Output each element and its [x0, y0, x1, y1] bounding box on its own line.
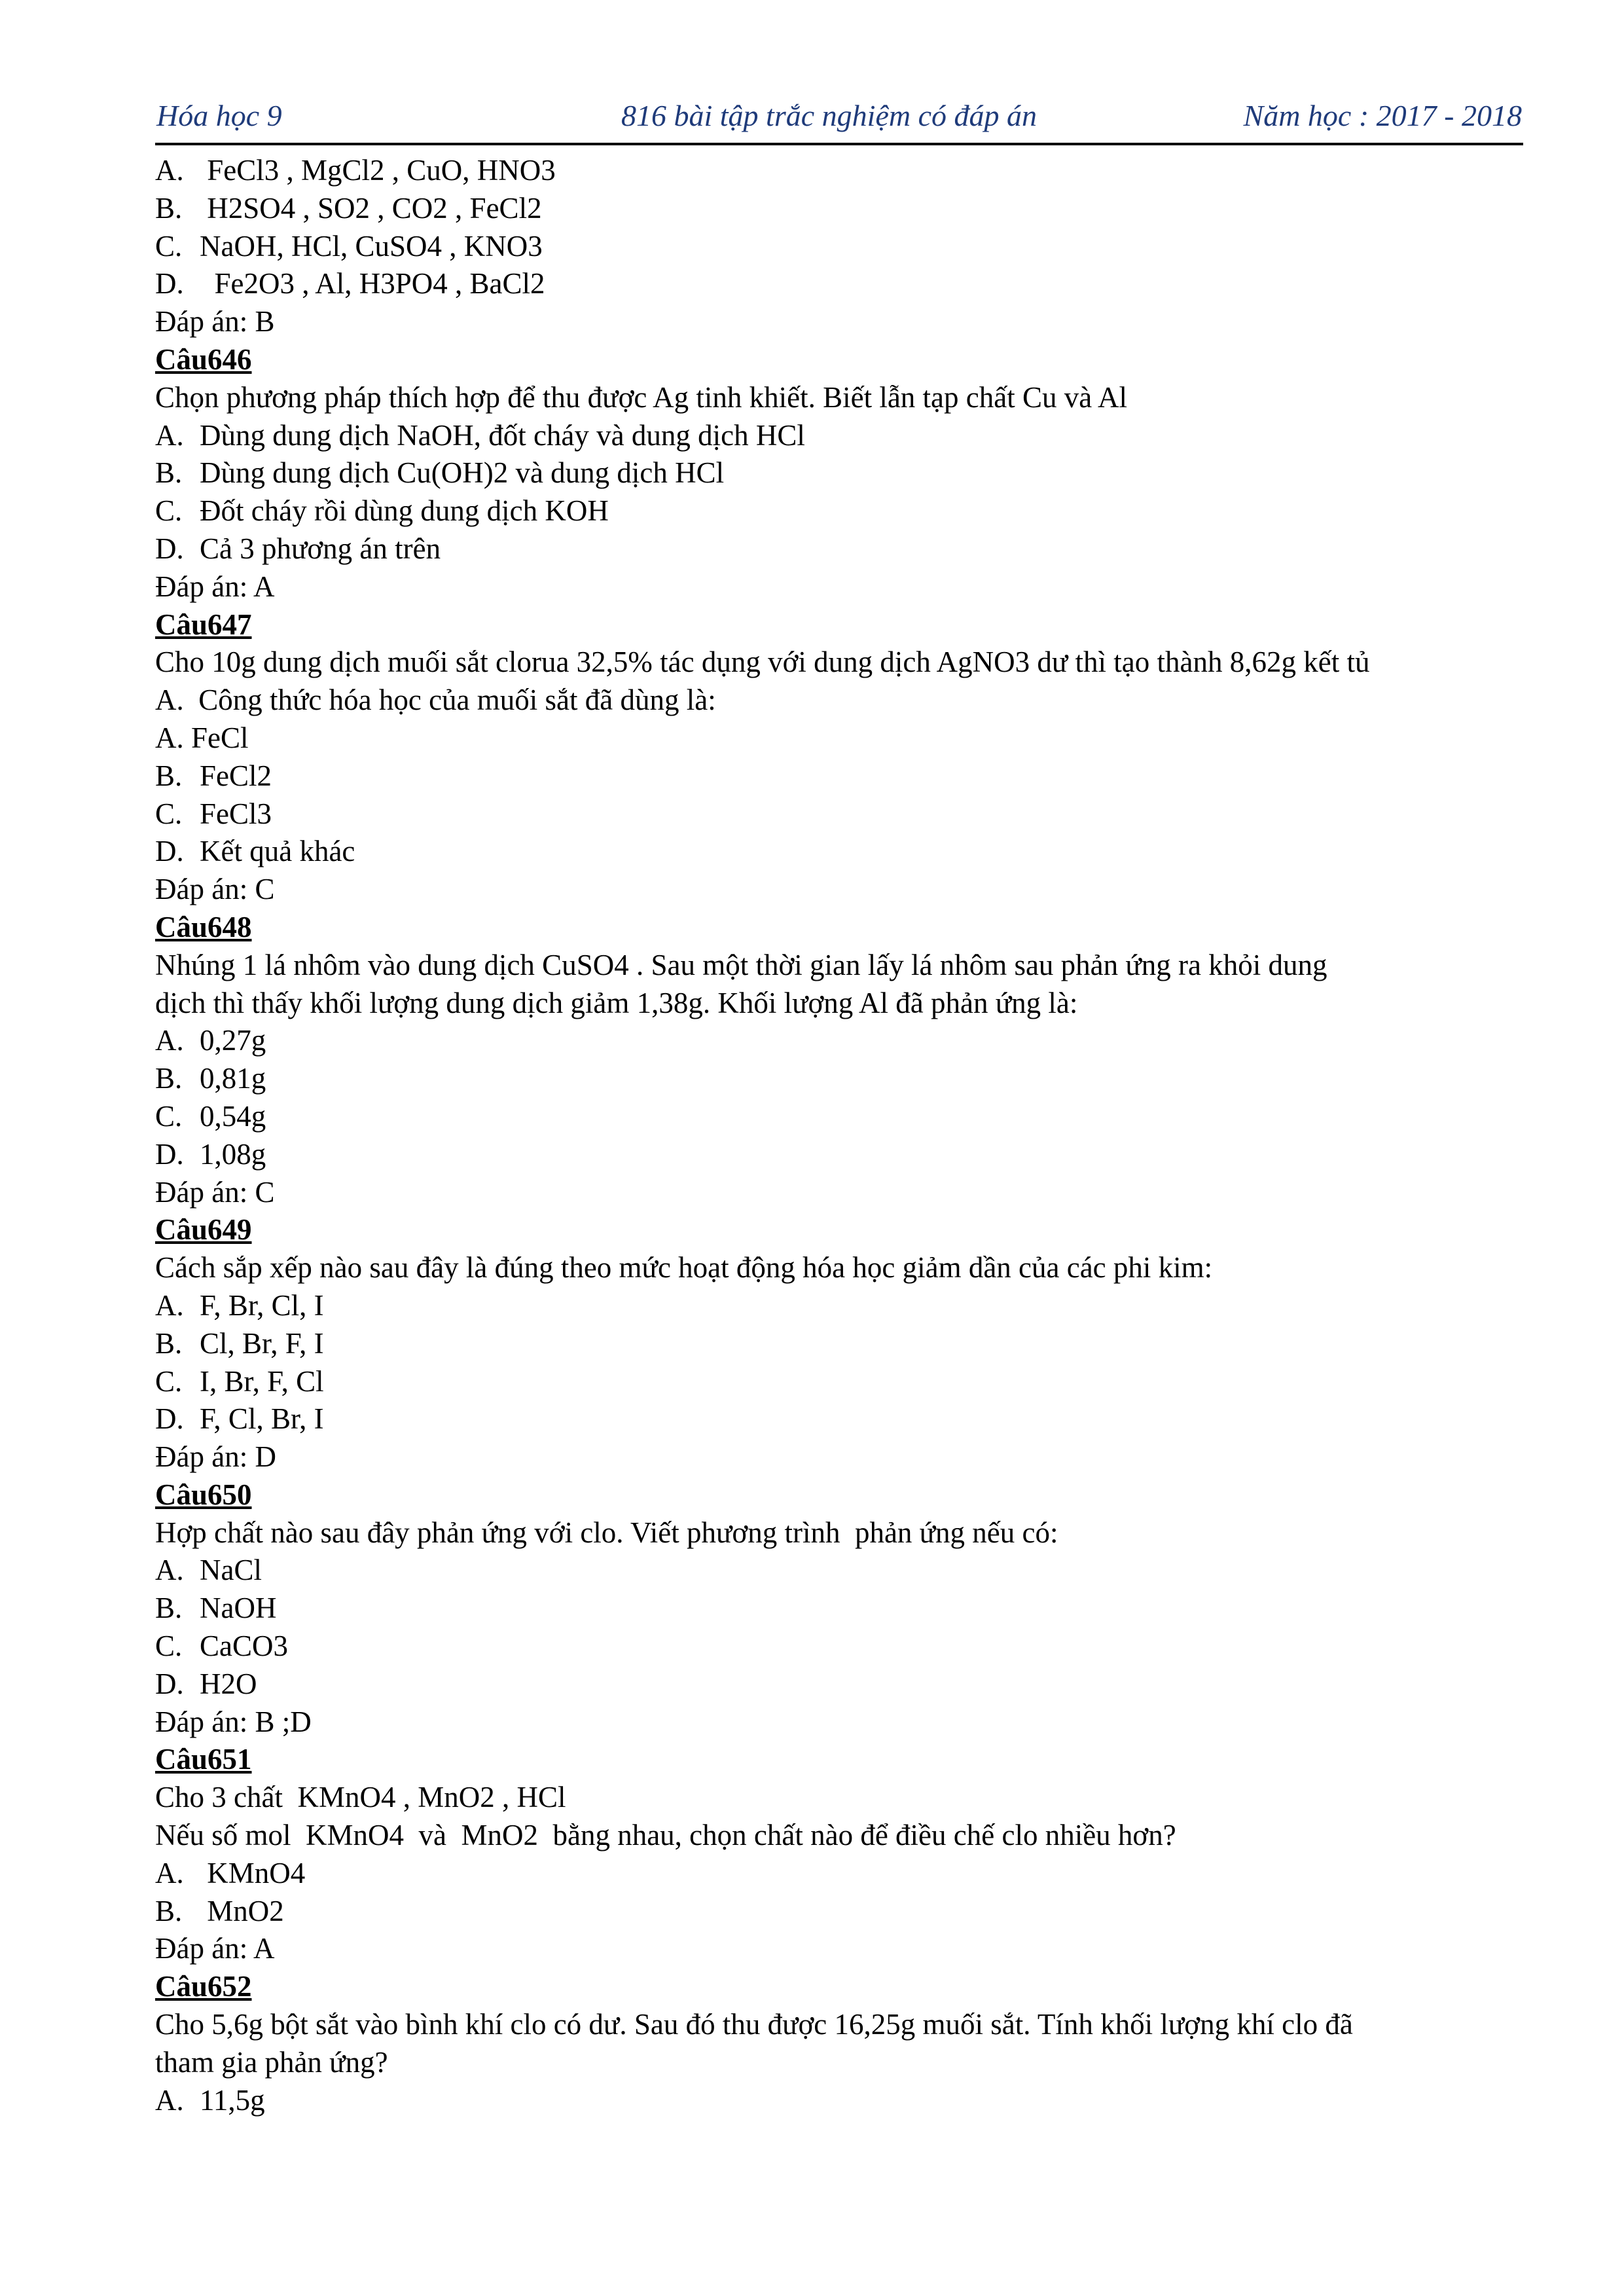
question-text: Nếu số mol KMnO4 và MnO2 bằng nhau, chọn chất nào để điều chế clo nhiều hơn? — [155, 1819, 1176, 1852]
header-book-title: 816 bài tập trắc nghiệm có đáp án — [621, 99, 1037, 132]
question-text: A. FeCl — [155, 721, 249, 754]
question-text: Chọn phương pháp thích hợp để thu được Ag tinh khiết. Biết lẫn tạp chất Cu và Al — [155, 380, 1127, 414]
question-title: Câu646 — [155, 342, 252, 376]
option-line: D. 1,08g — [155, 1137, 266, 1171]
option-line: B. NaOH — [155, 1592, 277, 1625]
option-line: A. NaCl — [155, 1554, 262, 1587]
option-line: B. 0,81g — [155, 1062, 266, 1095]
option-line: B. MnO2 — [155, 1894, 284, 1927]
header-subject: Hóa học 9 — [156, 99, 282, 132]
option-line: A. FeCl3 , MgCl2 , CuO, HNO3 — [155, 154, 556, 187]
question-title: Câu648 — [155, 910, 252, 943]
question-text: tham gia phản ứng? — [155, 2045, 388, 2079]
option-line: C. NaOH, HCl, CuSO4 , KNO3 — [155, 229, 543, 263]
option-line: C. CaCO3 — [155, 1630, 288, 1663]
answer-line: Đáp án: A — [155, 1932, 275, 1965]
option-line: D. Fe2O3 , Al, H3PO4 , BaCl2 — [155, 267, 545, 301]
question-title: Câu649 — [155, 1213, 252, 1247]
answer-line: Đáp án: B ;D — [155, 1705, 312, 1738]
option-line: A. KMnO4 — [155, 1856, 306, 1889]
document-body — [155, 152, 1523, 2119]
question-text: Nhúng 1 lá nhôm vào dung dịch CuSO4 . Sau một thời gian lấy lá nhôm sau phản ứng ra khỏi dung — [155, 948, 1327, 981]
question-title: Câu651 — [155, 1743, 252, 1776]
option-line: A. F, Br, Cl, I — [155, 1288, 324, 1322]
option-line: B. Cl, Br, F, I — [155, 1326, 324, 1360]
option-line: B. Dùng dung dịch Cu(OH)2 và dung dịch HCl — [155, 456, 725, 490]
question-text: Cách sắp xếp nào sau đây là đúng theo mức hoạt động hóa học giảm dần của các phi kim: — [155, 1251, 1213, 1285]
header-school-year: Năm học : 2017 - 2018 — [1243, 99, 1522, 132]
option-line: D. H2O — [155, 1667, 257, 1700]
answer-line: Đáp án: A — [155, 570, 275, 603]
question-title: Câu652 — [155, 1970, 252, 2003]
option-line: D. Cả 3 phương án trên — [155, 532, 441, 565]
question-text: Cho 10g dung dịch muối sắt clorua 32,5% tác dụng với dung dịch AgNO3 dư thì tạo thành 8,62g kết tủ — [155, 646, 1370, 679]
answer-line: Đáp án: D — [155, 1440, 276, 1474]
option-line: A. Dùng dung dịch NaOH, đốt cháy và dung dịch HCl — [155, 418, 805, 452]
answer-line: Đáp án: B — [155, 305, 275, 338]
answer-line: Đáp án: C — [155, 1175, 275, 1209]
option-line: A. 11,5g — [155, 2083, 265, 2117]
option-line: B. H2SO4 , SO2 , CO2 , FeCl2 — [155, 191, 542, 225]
question-text: A. Công thức hóa học của muối sắt đã dùng là: — [155, 683, 716, 717]
option-line: C. 0,54g — [155, 1099, 266, 1133]
option-line: D. F, Cl, Br, I — [155, 1402, 324, 1436]
option-line: D. Kết quả khác — [155, 835, 355, 868]
question-text: dịch thì thấy khối lượng dung dịch giảm 1,38g. Khối lượng Al đã phản ứng là: — [155, 986, 1078, 1019]
option-line: B. FeCl2 — [155, 759, 272, 792]
option-line: C. FeCl3 — [155, 797, 272, 830]
answer-line: Đáp án: C — [155, 873, 275, 906]
question-text: Cho 5,6g bột sắt vào bình khí clo có dư. Sau đó thu được 16,25g muối sắt. Tính khối lượng khí clo đã — [155, 2008, 1353, 2041]
option-line: A. 0,27g — [155, 1024, 266, 1057]
option-line: C. Đốt cháy rồi dùng dung dịch KOH — [155, 494, 609, 528]
question-title: Câu650 — [155, 1478, 252, 1511]
page-header — [155, 92, 1523, 145]
question-title: Câu647 — [155, 608, 252, 641]
question-text: Cho 3 chất KMnO4 , MnO2 , HCl — [155, 1781, 566, 1814]
option-line: C. I, Br, F, Cl — [155, 1364, 324, 1398]
question-text: Hợp chất nào sau đây phản ứng với clo. Viết phương trình phản ứng nếu có: — [155, 1516, 1058, 1549]
